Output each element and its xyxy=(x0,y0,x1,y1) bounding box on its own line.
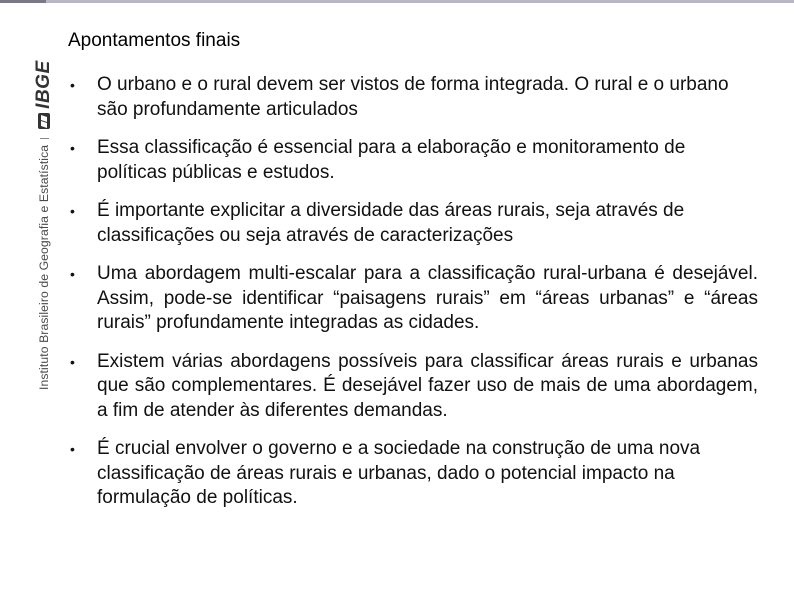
bullet-icon: • xyxy=(70,77,75,93)
top-accent-bar xyxy=(0,0,794,3)
bullet-icon: • xyxy=(70,353,75,370)
bullet-text: É crucial envolver o governo e a sociedade na construção de uma nova classificação de áreas rurais e urbanas, dado o potencial impacto na formulação de políticas. xyxy=(97,438,701,508)
bullet-text: É importante explicitar a diversidade das áreas rurais, seja através de classificações ou seja através de caracterizações xyxy=(97,200,685,246)
bullet-text: Existem várias abordagens possíveis para classificar áreas rurais e urbanas que são complementares. É desejável fazer uso de mais de uma abordagem, a fim de atender às diferentes demandas. xyxy=(97,350,758,421)
ibge-logo-text: IBGE xyxy=(33,60,54,109)
list-item xyxy=(68,437,758,511)
list-item xyxy=(68,73,758,122)
top-accent-bar-dark xyxy=(0,0,46,3)
bullet-list xyxy=(68,73,758,525)
bullet-icon: • xyxy=(70,140,75,156)
bullet-icon: • xyxy=(70,441,75,457)
bullet-text: O urbano e o rural devem ser vistos de forma integrada. O rural e o urbano são profundamente articulados xyxy=(97,74,729,120)
bullet-text: Uma abordagem multi-escalar para a classificação rural-urbana é desejável. Assim, pode-se identificar “paisagens rurais” em “áreas urbanas” e “áreas rurais” profundamente integradas as cidades. xyxy=(97,263,758,333)
brand-vertical-strip xyxy=(33,60,55,390)
institute-name: Instituto Brasileiro de Geografia e Estatística xyxy=(37,144,51,390)
ibge-logo-icon xyxy=(36,112,52,130)
sidebar-brand xyxy=(0,30,54,390)
brand-divider xyxy=(40,138,49,139)
list-item xyxy=(68,350,758,424)
list-item xyxy=(68,199,758,248)
bullet-icon: • xyxy=(70,203,75,219)
bullet-icon: • xyxy=(70,266,75,282)
list-item xyxy=(68,136,758,185)
bullet-text: Essa classificação é essencial para a elaboração e monitoramento de políticas públicas e estudos. xyxy=(97,137,686,183)
ibge-logo xyxy=(33,60,55,129)
slide-title: Apontamentos finais xyxy=(68,30,241,51)
list-item xyxy=(68,262,758,336)
